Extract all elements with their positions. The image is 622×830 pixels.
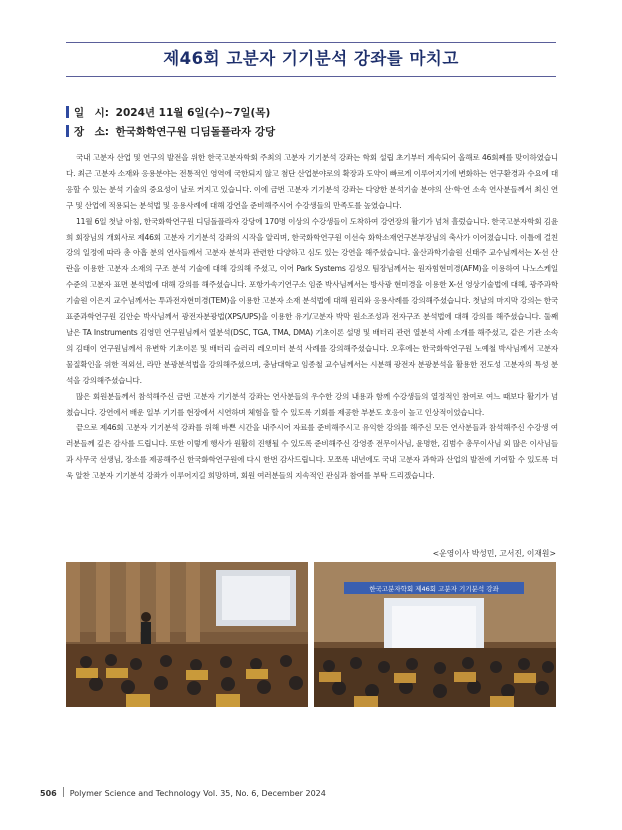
place-line <box>66 125 556 140</box>
date-line <box>66 106 556 121</box>
title-bottom-rule <box>66 76 556 77</box>
photo-lecture-hall-speaker <box>66 562 308 707</box>
date-label: 일 시: <box>74 107 109 119</box>
event-photos <box>66 562 556 707</box>
photo-lecture-hall-screen <box>314 562 556 707</box>
paragraph-participation: 많은 회원분들께서 참석해주신 금번 고분자 기기분석 강좌는 연사분들의 우수한 강의 내용과 함께 수강생들의 열정적인 참여로 여느 때보다 활기가 넘쳤습니다. 강연에서 배운 일부 기기를 현장에서 시연하며 체험을 할 수 있도록 기회를 제공한 부분도 호응이 높고 인상적이었습니다. <box>66 391 558 417</box>
place-value: 한국화학연구원 디딤돌플라자 강당 <box>115 126 276 138</box>
date-marker <box>66 106 69 118</box>
article-body <box>66 150 558 484</box>
page-footer <box>40 786 326 802</box>
page-number: 506 <box>40 789 57 798</box>
title-top-rule <box>66 42 556 43</box>
footer-divider <box>63 787 64 797</box>
journal-info: Polymer Science and Technology Vol. 35, No. 6, December 2024 <box>69 789 326 798</box>
signature: <운영이사 박성민, 고서진, 이재원> <box>432 549 556 558</box>
paragraph-intro: 국내 고분자 산업 및 연구의 발전을 위한 한국고분자학회 주최의 고분자 기기분석 강좌는 학회 설립 초기부터 계속되어 올해로 46회째를 맞이하였습니다. 최근 고분자 소재와 응용분야는 전통적인 영역에 국한되지 않고 첨단 산업분야로의 확장과 도약이 빠르게 이루어지기에 변화하는 연구환경과 수요에 대응할 수 있는 분석 기술의 중요성이 날로 커지고 있습니다. 이에 금번 고분자 기기분석 강좌는 다양한 분석기술 분야의 산·학·연 소속 연사분들께서 최신 연구 및 산업에 적용되는 분석법 및 응용사례에 대해 강연을 준비해주시어 수강생들의 만족도를 높였습니다. <box>66 153 558 210</box>
paragraph-lectures: 11월 6일 첫날 아침, 한국화학연구원 디딤돌플라자 강당에 170명 이상의 수강생들이 도착하여 강연장의 활기가 넘쳐 흘렀습니다. 한국고분자학회 김윤희 회장님의 개회사로 제46회 고분자 기기분석 강좌의 시작을 알리며, 한국화학연구원 이선숙 화학소재연구본부장님의 축사가 이어졌습니다. 이틀에 걸친 강의 일정에 따라 총 아홉 분의 연사들께서 고분자 분석과 관련한 다양하고 심도 있는 강연을 해주셨습니다. 울산과학기술원 신태주 교수님께서는 X-선 산란을 이용한 고분자 소재의 구조 분석 기술에 대해 강의해 주셨고, 이어 Park Systems 김성오 팀장님께서는 원자힘현미경(AFM)을 이용하여 나노스케일 수준의 고분자 표면 분석법에 대해 강의를 해주셨습니다. 포항가속기연구소 임준 박사님께서는 방사광 현미경을 이용한 X-선 영상기술법에 대해, 광주과학기술원 이은지 교수님께서는 투과전자현미경(TEM)을 이용한 고분자 소재 분석법에 대해 원리와 응용사례를 강의해주셨습니다. 첫날의 마지막 강의는 한국표준과학연구원 김안순 박사님께서 광전자분광법(XPS/UPS)을 이용한 유기/고분자 박막 원소조성과 전자구조 분석법에 대해 강의를 해주셨습니다. 둘째 날은 TA Instruments 김영민 연구원님께서 열분석(DSC, TGA, TMA, DMA) 기초이론 설명 및 배터리 관련 열분석 사례 소개를 해주셨고, 같은 기관 소속의 김태이 연구원님께서 유변학 기초이론 및 배터리 슬러리 레오미터 분석 사례를 강의해주셨습니다. 오후에는 한국화학연구원 노예철 박사님께서 고분자 물질확인을 위한 적외선, 라만 분광분석법을 강의해주셨으며, 충남대학교 임종철 교수님께서는 시분해 광전자 분광분석을 활용한 전도성 고분자의 특성 분석을 강의해주셨습니다. <box>66 216 558 385</box>
date-value: 2024년 11월 6일(수)~7일(목) <box>115 107 271 119</box>
paragraph-thanks: 끝으로 제46회 고분자 기기분석 강좌를 위해 바쁜 시간을 내주시어 자료를 준비해주시고 유익한 강의를 해주신 모든 연사분들과 참석해주신 수강생 여러분들께 깊은 감사를 드립니다. 또한 이렇게 행사가 원활히 진행될 수 있도록 준비해주신 강영종 전무이사님, 윤명한, 김범수 총무이사님 외 많은 이사님들과 사무국 선생님, 장소를 제공해주신 한국화학연구원에 다시 한번 감사드립니다. 모쪼록 내년에도 국내 고분자 과학과 산업의 발전에 기여할 수 있도록 더욱 알찬 고분자 기기분석 강좌가 이루어지길 희망하며, 회원 여러분들의 지속적인 관심과 참여를 부탁 드리겠습니다. <box>66 423 558 481</box>
banner-text: 한국고분자학회 제46회 고분자 기기분석 강좌 <box>369 585 499 593</box>
page-title: 제46회 고분자 기기분석 강좌를 마치고 <box>163 49 459 68</box>
place-marker <box>66 125 69 137</box>
place-label: 장 소: <box>74 126 109 138</box>
